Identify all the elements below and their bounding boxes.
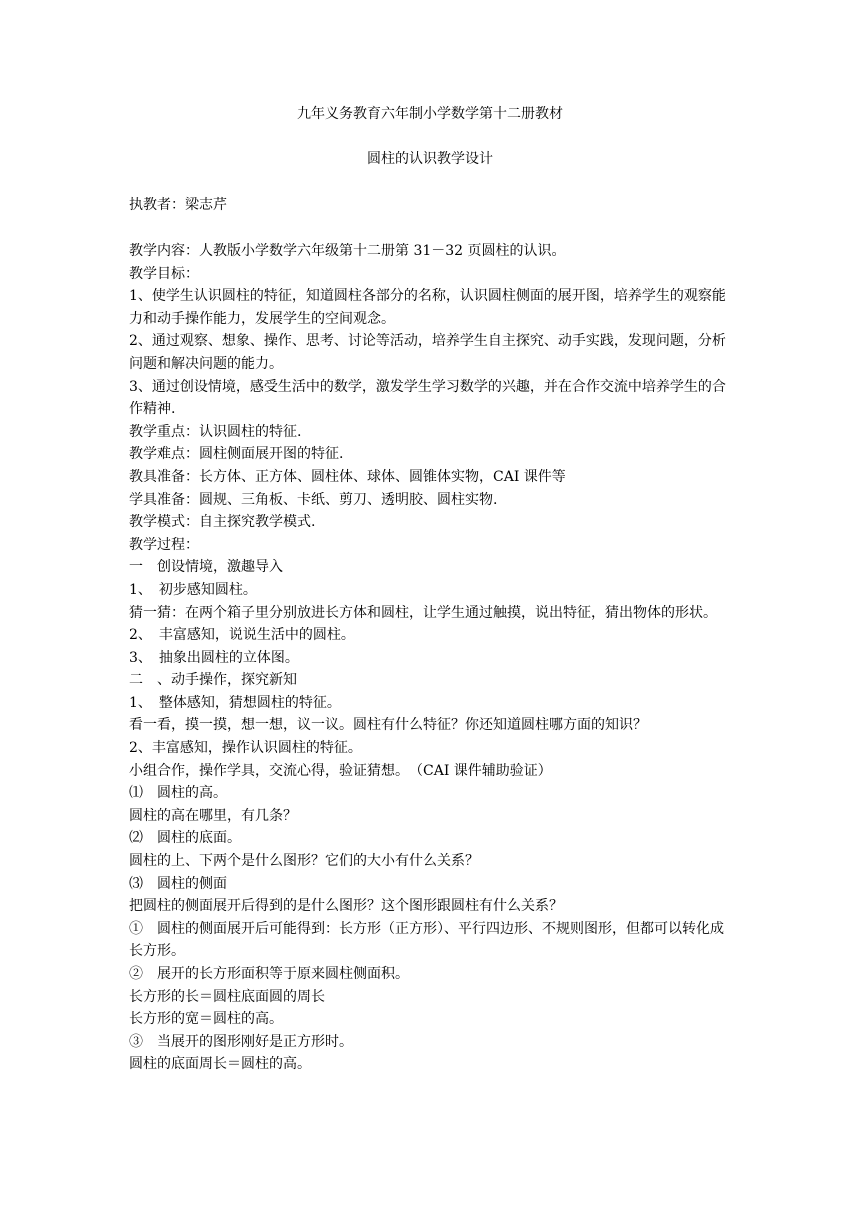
list-item: 圆柱的上、下两个是什么图形？它们的大小有什么关系？: [129, 853, 479, 870]
list-item: 2、丰富感知，操作认识圆柱的特征。: [129, 740, 362, 757]
author-line: 执教者：梁志芹: [129, 197, 227, 213]
list-item: 长方形的长＝圆柱底面圆的周长: [129, 988, 325, 1005]
paragraph-objective-3: 3、通过创设情境，感受生活中的数学，激发学生学习数学的兴趣，并在合作交流中培养学生的合作精神.: [129, 378, 726, 418]
paragraph-objective-1: 1、使学生认识圆柱的特征，知道圆柱各部分的名称，认识圆柱侧面的展开图，培养学生的观察能力和动手操作能力，发展学生的空间观念。: [129, 288, 726, 327]
list-item: 2、 丰富感知，说说生活中的圆柱。: [129, 627, 355, 644]
list-item: ⑴ 圆柱的高。: [129, 785, 227, 802]
document-body: [129, 240, 733, 1076]
paragraph-teaching-aids: 教具准备：长方体、正方体、圆柱体、球体、圆锥体实物，CAI 课件等: [129, 468, 566, 485]
paragraph-objective-2: 2、通过观察、想象、操作、思考、讨论等活动，培养学生自主探究、动手实践，发现问题，分析问题和解决问题的能力。: [129, 333, 726, 372]
section-heading-1: 一 创设情境，激趣导入: [129, 559, 283, 576]
list-item: ③ 当展开的图形刚好是正方形时。: [129, 1033, 353, 1050]
list-item: 圆柱的底面周长＝圆柱的高。: [129, 1056, 311, 1073]
list-item: ⑵ 圆柱的底面。: [129, 830, 241, 847]
paragraph-key-point: 教学重点：认识圆柱的特征.: [129, 423, 302, 440]
paragraph-student-tools: 学具准备：圆规、三角板、卡纸、剪刀、透明胶、圆柱实物.: [129, 491, 498, 508]
paragraph-content: 教学内容：人教版小学数学六年级第十二册第 31－32 页圆柱的认识。: [129, 243, 566, 259]
paragraph-teaching-mode: 教学模式：自主探究教学模式.: [129, 514, 316, 531]
list-item: 长方形的宽＝圆柱的高。: [129, 1011, 283, 1028]
list-item: 看一看，摸一摸，想一想，议一议。圆柱有什么特征？你还知道圆柱哪方面的知识？: [129, 717, 647, 734]
list-item: 1、 初步感知圆柱。: [129, 581, 257, 598]
list-item: ⑶ 圆柱的侧面: [129, 875, 227, 892]
list-item: 3、 抽象出圆柱的立体图。: [129, 649, 299, 666]
list-item: ② 展开的长方形面积等于原来圆柱侧面积。: [129, 966, 409, 982]
paragraph-difficulty: 教学难点：圆柱侧面展开图的特征.: [129, 446, 344, 463]
list-item: ① 圆柱的侧面展开后可能得到：长方形（正方形）、平行四边形、不规则图形，但都可以转化成长方形。: [129, 920, 724, 960]
list-item: 小组合作，操作学具，交流心得，验证猜想。 （CAI 课件辅助验证）: [129, 762, 552, 779]
paragraph-objectives-heading: 教学目标：: [129, 265, 199, 282]
paragraph-process-heading: 教学过程：: [129, 536, 199, 553]
document-title: 九年义务教育六年制小学数学第十二册教材: [297, 106, 563, 122]
list-item: 猜一猜：在两个箱子里分别放进长方体和圆柱，让学生通过触摸，说出特征，猜出物体的形状。: [129, 604, 717, 621]
list-item: 圆柱的高在哪里，有几条？: [129, 807, 297, 824]
list-item: 1、 整体感知，猜想圆柱的特征。: [129, 694, 341, 711]
section-heading-2: 二 、动手操作，探究新知: [129, 672, 297, 689]
lesson-title: 圆柱的认识教学设计: [367, 151, 493, 167]
list-item: 把圆柱的侧面展开后得到的是什么图形？这个图形跟圆柱有什么关系？: [129, 898, 563, 915]
